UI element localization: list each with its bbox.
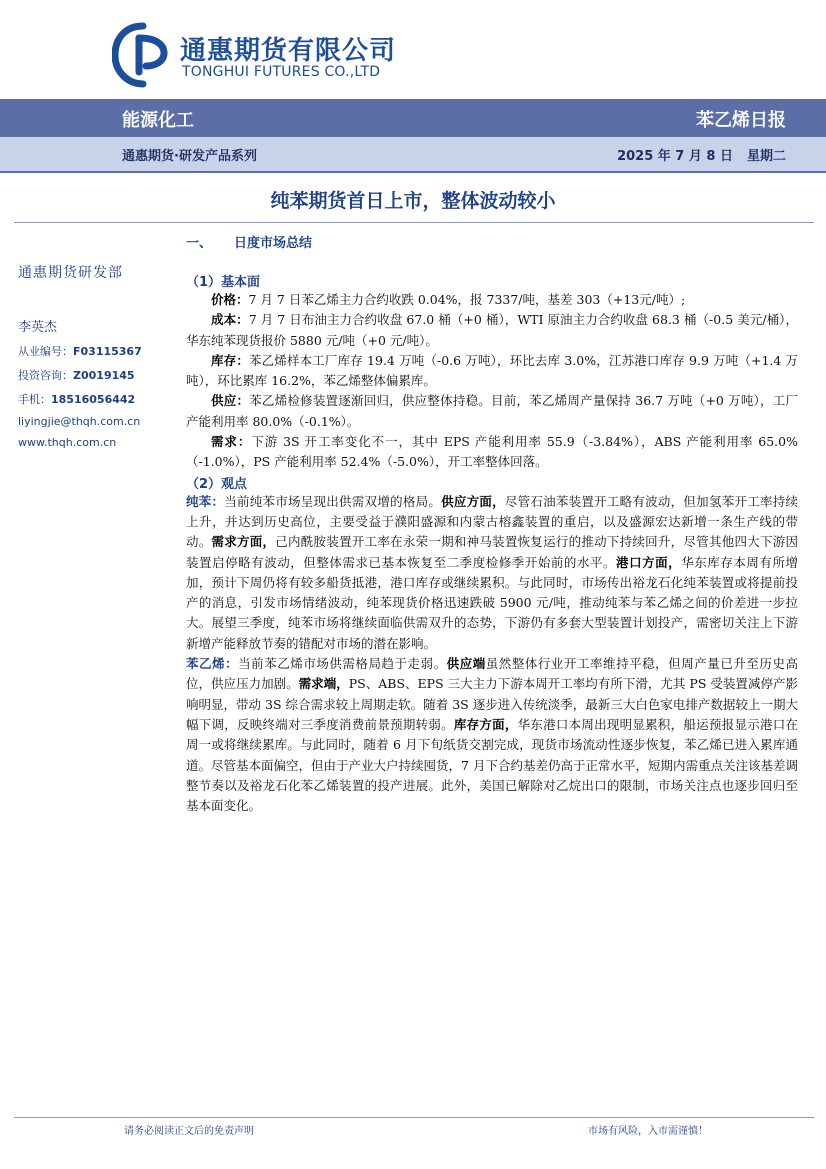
inventory-paragraph: [186, 351, 798, 392]
report-series: 通惠期货·研发产品系列: [122, 149, 257, 164]
styrene-text-2: 虽然整体行业开工率维持平稳，但周产量已升至历史高位，供应压力加剧。: [186, 656, 798, 692]
research-dept: 通惠期货研发部: [18, 265, 123, 281]
header-divider: [0, 171, 826, 173]
website-link[interactable]: www.thqh.com.cn: [18, 436, 117, 449]
inventory-label: 库存：: [211, 352, 249, 368]
styrene-text-4: 华东港口本周出现明显累积，船运预报显示港口在周一或将继续累库。与此同时，随着 6 月下旬纸货交割完成，现货市场流动性逐步恢复，苯乙烯已进入累库通道。尽管基本面偏空，但由于产业大户持续囤货，7 月下合约基差仍高于正常水平，短期内需重点关注该基差调整节奏以及裕龙石化苯乙烯装置的投产进展。此外，美国已解除对乙烷出口的限制，市场关注点也逐步回归至基本面变化。: [186, 716, 798, 814]
styrene-text-3: PS、ABS、EPS 三大主力下游本周开工率均有所下滑，尤其 PS 受装置减停产影响明显，带动 3S 综合需求较上周期走软。随着 3S 逐步进入传统淡季，最新三大白色家电排产数据较上一期大幅下调，反映终端对三季度消费前景预期转弱。: [186, 676, 798, 732]
price-label: 价格：: [211, 292, 249, 307]
report-date-text: 2025 年 7 月 8 日: [617, 149, 733, 164]
phone-value: 18516056442: [51, 393, 136, 406]
benzene-text-3: 己内酰胺装置开工率在永荣一期和神马装置恢复运行的推动下持续回升，尽管其他四大下游因装置启停略有波动，但整体需求已基本恢复至二季度检修季开始前的水平。: [186, 534, 798, 570]
cost-label: 成本：: [211, 312, 249, 328]
company-name-cn: 通惠期货有限公司: [180, 36, 397, 66]
company-logo-icon: [112, 22, 174, 88]
license-label: 从业编号：: [18, 345, 73, 358]
license-value: F03115367: [73, 345, 142, 358]
email-link[interactable]: liyingjie@thqh.com.cn: [18, 415, 141, 428]
cost-text: 7 月 7 日布油主力合约收盘 67.0 桶（+0 桶），WTI 原油主力合约收盘 68.3 桶（-0.5 美元/桶），华东纯苯现货报价 5880 元/吨（+0 元/吨）。: [186, 312, 798, 348]
styrene-label: 苯乙烯：: [186, 656, 239, 672]
benzene-text-1: 当前纯苯市场呈现出供需双增的格局。: [224, 493, 442, 509]
benzene-keyword-port: 港口方面，: [616, 554, 682, 570]
supply-paragraph: [186, 391, 798, 432]
author-sidebar: [18, 262, 168, 449]
styrene-keyword-demand: 需求端，: [298, 676, 349, 692]
section-title: 日度市场总结: [234, 236, 313, 251]
price-text: 7 月 7 日苯乙烯主力合约收跌 0.04%，报 7337/吨，基差 303（+13元/吨）;: [248, 292, 686, 307]
styrene-paragraph: [186, 654, 798, 816]
benzene-label: 纯苯：: [186, 493, 225, 509]
report-body: [186, 232, 798, 816]
disclaimer-note: 请务必阅读正文后的免责声明: [124, 1126, 254, 1137]
author-name: 李英杰: [18, 320, 58, 335]
advisory-value: Z0019145: [73, 369, 135, 382]
company-logo: [112, 22, 432, 88]
report-type: 苯乙烯日报: [696, 110, 786, 131]
price-paragraph: [186, 290, 798, 310]
phone-label: 手机：: [18, 393, 51, 406]
benzene-paragraph: [186, 492, 798, 654]
demand-label: 需求：: [211, 434, 252, 450]
inventory-text: 苯乙烯样本工厂库存 19.4 万吨（-0.6 万吨），环比去库 3.0%，江苏港口库存 9.9 万吨（+1.4 万吨），环比累库 16.2%，苯乙烯整体偏累库。: [186, 352, 798, 389]
risk-warning: 市场有风险，入市需谨慎！: [588, 1126, 708, 1137]
license-number: [18, 343, 168, 359]
report-category: 能源化工: [122, 110, 194, 131]
viewpoint-heading: （2）观点: [186, 476, 248, 492]
supply-label: 供应：: [211, 393, 250, 409]
styrene-text-1: 当前苯乙烯市场供需格局趋于走弱。: [238, 656, 447, 672]
advisory-number: [18, 367, 168, 383]
company-name-en: TONGHUI FUTURES CO.,LTD: [182, 64, 381, 80]
cost-paragraph: [186, 310, 798, 351]
section-number: 一、: [186, 236, 213, 251]
phone-number: [18, 391, 168, 407]
page-title: 纯苯期货首日上市，整体波动较小: [270, 190, 556, 212]
benzene-keyword-supply: 供应方面，: [441, 493, 505, 509]
section-heading: [186, 232, 798, 251]
styrene-keyword-inventory: 库存方面，: [453, 716, 518, 732]
supply-text: 苯乙烯检修装置逐渐回归，供应整体持稳。目前，苯乙烯周产量保持 36.7 万吨（+0 万吨），工厂产能利用率 80.0%（-0.1%）。: [186, 393, 798, 429]
advisory-label: 投资咨询：: [18, 369, 73, 382]
demand-paragraph: [186, 432, 798, 473]
styrene-keyword-supply: 供应端: [446, 656, 486, 672]
benzene-keyword-demand: 需求方面，: [211, 534, 276, 550]
fundamentals-heading: （1）基本面: [186, 275, 261, 290]
report-date: [617, 145, 786, 164]
footer-divider: [14, 1117, 814, 1118]
title-divider: [14, 222, 814, 223]
benzene-text-4: 华东库存本周有所增加，预计下周仍将有较多船货抵港，港口库存或继续累积。与此同时，市场传出裕龙石化纯苯装置或将提前投产的消息，引发市场情绪波动，纯苯现货价格迅速跌破 5900 元/吨，推动纯苯与苯乙烯之间的价差进一步拉大。展望三季度，纯苯市场将继续面临供需双升的态势，下游仍有多套大型装置计划投产，需密切关注上下游新增产能释放节奏的错配对市场的潜在影响。: [186, 554, 798, 651]
benzene-text-2: 尽管石油苯装置开工略有波动，但加氢苯开工率持续上升，并达到历史高位，主要受益于濮阳盛源和内蒙古榕鑫装置的重启，以及盛源宏达新增一条生产线的带动。: [186, 493, 798, 550]
demand-text: 下游 3S 开工率变化不一，其中 EPS 产能利用率 55.9（-3.84%），ABS 产能利用率 65.0%（-1.0%），PS 产能利用率 52.4%（-5.0%），开工率整体回落。: [186, 434, 798, 470]
report-weekday: 星期二: [746, 149, 786, 164]
